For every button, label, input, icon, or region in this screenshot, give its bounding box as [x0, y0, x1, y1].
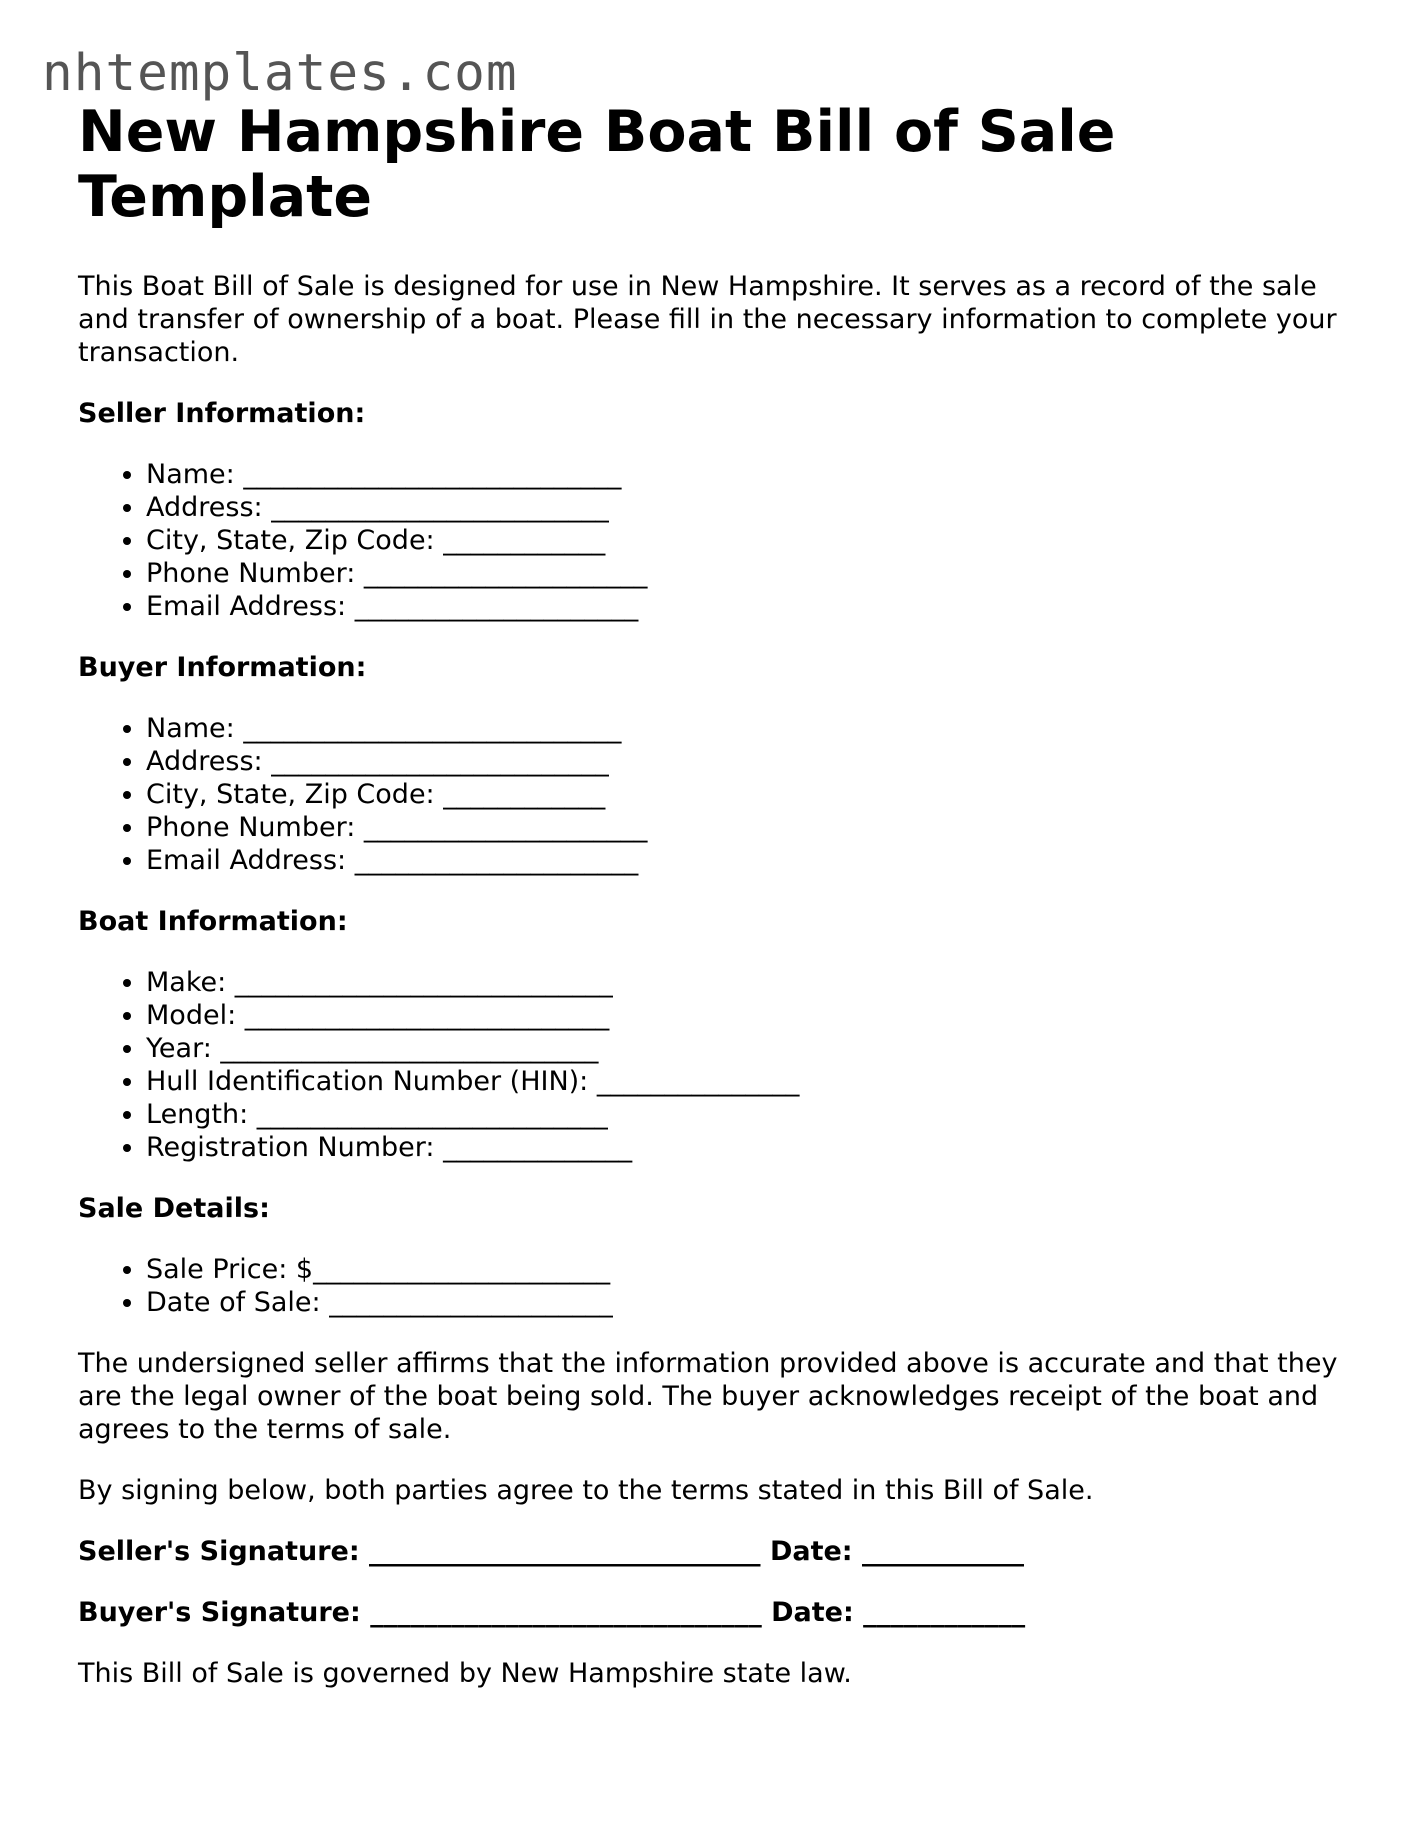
boat-length-field: • Length: __________________________: [146, 1098, 1338, 1131]
buyer-address-field: • Address: _________________________: [146, 745, 1338, 778]
governing-law-paragraph: This Bill of Sale is governed by New Hampshire state law.: [78, 1658, 852, 1689]
site-watermark: nhtemplates.com: [42, 44, 518, 103]
intro-paragraph: This Boat Bill of Sale is designed for use in New Hampshire. It serves as a record of the sale and transfer of ownership of a boat. Please fill in the necessary information to complete your transaction.: [78, 271, 1337, 368]
agreement-paragraph: By signing below, both parties agree to the terms stated in this Bill of Sale.: [78, 1475, 1094, 1506]
boat-year-field: • Year: ____________________________: [146, 1032, 1338, 1065]
buyer-phone-field: • Phone Number: _____________________: [146, 811, 1338, 844]
buyer-signature-line: Buyer's Signature: _____________________________ Date: ____________: [78, 1597, 1026, 1628]
page-title: New Hampshire Boat Bill of Sale Template: [78, 99, 1116, 230]
seller-heading: Seller Information:: [78, 398, 366, 429]
sale-price-field: • Sale Price: $______________________: [146, 1253, 1338, 1286]
boat-field-list: [78, 966, 1338, 1164]
boat-registration-field: • Registration Number: ______________: [146, 1131, 1338, 1164]
seller-city-state-zip-field: • City, State, Zip Code: ____________: [146, 524, 1338, 557]
affirmation-paragraph: The undersigned seller affirms that the information provided above is accurate and that they are the legal owner of the boat being sold. The buyer acknowledges receipt of the boat and agrees to the terms of sale.: [78, 1348, 1338, 1445]
seller-field-list: [78, 458, 1338, 623]
buyer-city-state-zip-field: • City, State, Zip Code: ____________: [146, 778, 1338, 811]
sale-date-field: • Date of Sale: _____________________: [146, 1286, 1338, 1319]
buyer-email-field: • Email Address: _____________________: [146, 844, 1338, 877]
seller-email-field: • Email Address: _____________________: [146, 590, 1338, 623]
seller-name-field: • Name: ____________________________: [146, 458, 1338, 491]
sale-heading: Sale Details:: [78, 1193, 270, 1224]
seller-address-field: • Address: _________________________: [146, 491, 1338, 524]
boat-heading: Boat Information:: [78, 906, 348, 937]
sale-field-list: [78, 1253, 1338, 1319]
boat-model-field: • Model: ___________________________: [146, 999, 1338, 1032]
buyer-field-list: [78, 712, 1338, 877]
buyer-name-field: • Name: ____________________________: [146, 712, 1338, 745]
seller-signature-line: Seller's Signature: _____________________________ Date: ____________: [78, 1536, 1025, 1567]
buyer-heading: Buyer Information:: [78, 652, 367, 683]
document-body: [78, 100, 1338, 1690]
boat-make-field: • Make: ____________________________: [146, 966, 1338, 999]
seller-phone-field: • Phone Number: _____________________: [146, 557, 1338, 590]
boat-hin-field: • Hull Identification Number (HIN): _______________: [146, 1065, 1338, 1098]
